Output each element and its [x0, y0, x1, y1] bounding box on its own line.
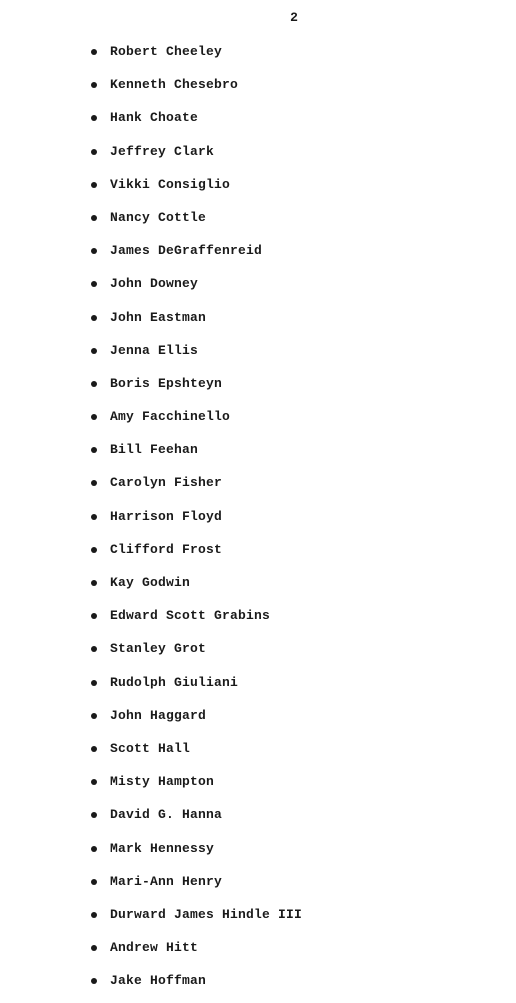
list-item-name: Kenneth Chesebro	[110, 77, 239, 93]
bullet-icon	[91, 49, 97, 55]
bullet-icon	[91, 580, 97, 586]
bullet-icon	[91, 414, 97, 420]
list-item	[0, 273, 516, 306]
list-item-name: John Haggard	[110, 707, 207, 723]
list-item-name: Boris Epshteyn	[110, 375, 223, 391]
bullet-icon	[91, 381, 97, 387]
name-list	[0, 41, 516, 1003]
list-item-name: Jake Hoffman	[110, 973, 207, 989]
bullet-icon	[91, 315, 97, 321]
bullet-icon	[91, 613, 97, 619]
list-item	[0, 838, 516, 871]
bullet-icon	[91, 912, 97, 918]
bullet-icon	[91, 149, 97, 155]
list-item-name: Scott Hall	[110, 740, 191, 756]
list-item-name: Durward James Hindle III	[110, 906, 303, 922]
list-item	[0, 705, 516, 738]
list-item-name: Kay Godwin	[110, 575, 191, 590]
list-item	[0, 340, 516, 373]
list-item	[0, 506, 516, 539]
list-item-name: Mark Hennessy	[110, 840, 215, 856]
list-item-name: Andrew Hitt	[110, 940, 199, 956]
list-item	[0, 107, 516, 140]
bullet-icon	[91, 281, 97, 287]
list-item	[0, 439, 516, 472]
bullet-icon	[91, 680, 97, 686]
list-item	[0, 307, 516, 340]
list-item	[0, 472, 516, 505]
list-item-name: Nancy Cottle	[110, 209, 207, 225]
list-item	[0, 373, 516, 406]
list-item-name: Mari-Ann Henry	[110, 873, 223, 889]
bullet-icon	[91, 713, 97, 719]
list-item	[0, 804, 516, 837]
bullet-icon	[91, 945, 97, 951]
list-item	[0, 539, 516, 572]
list-item-name: John Downey	[110, 276, 199, 292]
list-item-name: James DeGraffenreid	[110, 243, 263, 259]
bullet-icon	[91, 115, 97, 121]
list-item-name: Hank Choate	[110, 110, 199, 126]
bullet-icon	[91, 480, 97, 486]
list-item-name: Misty Hampton	[110, 774, 215, 790]
list-item	[0, 672, 516, 705]
list-item-name: Bill Feehan	[110, 442, 199, 458]
list-item-name: Harrison Floyd	[110, 508, 223, 524]
bullet-icon	[91, 646, 97, 652]
list-item	[0, 605, 516, 638]
bullet-icon	[91, 978, 97, 984]
list-item	[0, 406, 516, 439]
bullet-icon	[91, 879, 97, 885]
list-item	[0, 41, 516, 74]
list-item	[0, 174, 516, 207]
bullet-icon	[91, 82, 97, 88]
list-item	[0, 141, 516, 174]
bullet-icon	[91, 215, 97, 221]
list-item-name: John Eastman	[110, 309, 207, 325]
list-item-name: David G. Hanna	[110, 807, 223, 823]
list-item	[0, 207, 516, 240]
list-item	[0, 771, 516, 804]
page-number: 2	[290, 10, 298, 25]
bullet-icon	[91, 846, 97, 852]
list-item-name: Amy Facchinello	[110, 409, 231, 425]
bullet-icon	[91, 812, 97, 818]
bullet-icon	[91, 182, 97, 188]
list-item	[0, 970, 516, 1003]
list-item-name: Carolyn Fisher	[110, 475, 223, 491]
list-item-name: Robert Cheeley	[110, 44, 223, 59]
list-item-name: Jenna Ellis	[110, 342, 199, 358]
list-item	[0, 240, 516, 273]
bullet-icon	[91, 746, 97, 752]
list-item-name: Clifford Frost	[110, 541, 223, 557]
list-item	[0, 904, 516, 937]
list-item	[0, 638, 516, 671]
bullet-icon	[91, 348, 97, 354]
list-item	[0, 738, 516, 771]
list-item-name: Edward Scott Grabins	[110, 608, 271, 624]
list-item-name: Stanley Grot	[110, 641, 207, 657]
list-item	[0, 74, 516, 107]
bullet-icon	[91, 447, 97, 453]
list-item	[0, 572, 516, 605]
list-item-name: Vikki Consiglio	[110, 176, 231, 192]
bullet-icon	[91, 514, 97, 520]
list-item	[0, 871, 516, 904]
list-item-name: Rudolph Giuliani	[110, 674, 239, 690]
bullet-icon	[91, 248, 97, 254]
list-item-name: Jeffrey Clark	[110, 143, 215, 159]
list-item	[0, 937, 516, 970]
bullet-icon	[91, 779, 97, 785]
bullet-icon	[91, 547, 97, 553]
